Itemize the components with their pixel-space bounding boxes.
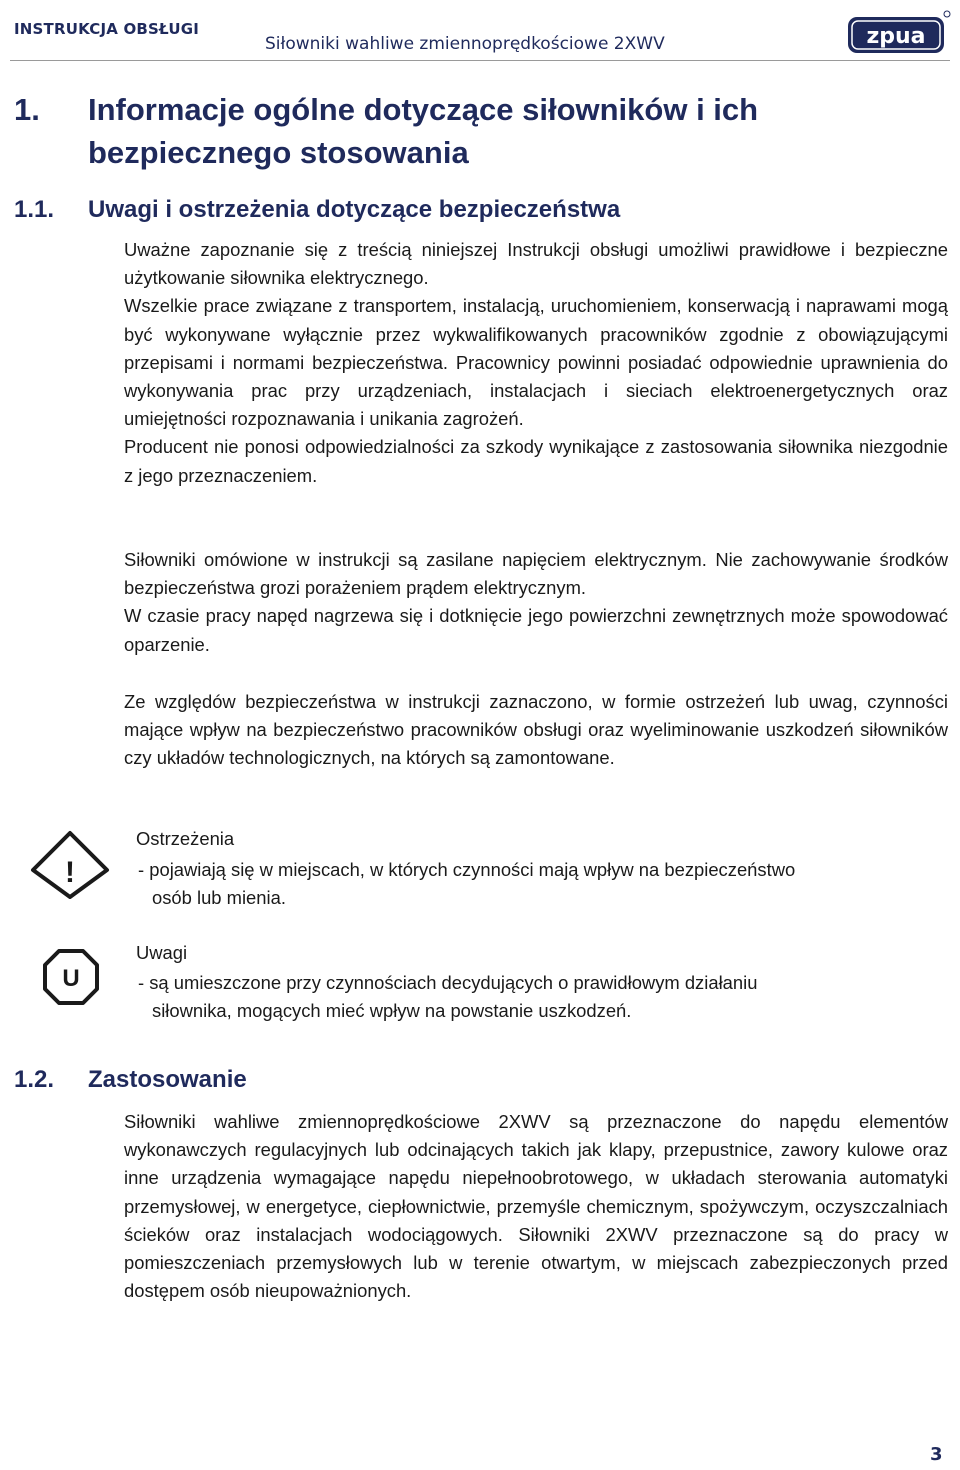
paragraph: W czasie pracy napęd nagrzewa się i dotknięcie jego powierzchni zewnętrznych może spowodować oparzenie.: [124, 605, 948, 655]
paragraph: Producent nie ponosi odpowiedzialności za szkody wynikające z zastosowania siłownika niezgodnie z jego przeznaczeniem.: [124, 436, 948, 486]
warning-description: [138, 856, 918, 912]
note-line: - są umieszczone przy czynnościach decydujących o prawidłowym działaniu: [138, 972, 758, 993]
note-title: Uwagi: [136, 942, 188, 963]
paragraph: Wszelkie prace związane z transportem, instalacją, uruchomieniem, konserwacją i naprawami mogą być wykonywane wyłącznie przez wykwalifikowanych pracowników zgodnie z obowiązującymi przepisami i normami bezpieczeństwa. Pracownicy powinni posiadać odpowiednie uprawnienia do wykonywania prac przy urządzeniach, instalacjach i sieciach elektroenergetycznych oraz umiejętności rozpoznawania i unikania zagrożeń.: [124, 295, 948, 430]
page-number: 3: [930, 1444, 943, 1465]
paragraph: Siłowniki wahliwe zmiennoprędkościowe 2XWV są przeznaczone do napędu elementów wykonawczych regulacyjnych lub odcinających takich jak klapy, przepustnice, zawory kulowe oraz inne urządzenia wymagające napędu niepełnoobrotowego, w układach sterowania automatyki przemysłowej, w energetyce, ciepłownictwie, przemyśle chemicznym, spożywczym, oczyszczalniach ścieków oraz instalacjach wodociągowych. Siłowniki 2XWV przeznaczone są do pracy w pomieszczeniach przemysłowych lub w terenie otwartym, w miejscach zabezpieczonych przed dostępem osób nieupoważnionych.: [124, 1111, 948, 1302]
header-rule: [10, 60, 950, 61]
warning-title: Ostrzeżenia: [136, 828, 235, 849]
document-title: Siłowniki wahliwe zmiennoprędkościowe 2XWV: [265, 34, 665, 54]
safety-intro-text: [124, 236, 948, 490]
application-text: [124, 1108, 948, 1305]
paragraph: Ze względów bezpieczeństwa w instrukcji zaznaczono, w formie ostrzeżeń lub uwag, czynności mające wpływ na bezpieczeństwo pracowników obsługi oraz wyeliminowanie uszkodzeń siłowników czy układów technologicznych, na których są zamontowane.: [124, 691, 948, 769]
warning-icon: [30, 830, 110, 900]
document-type-label: INSTRUKCJA OBSŁUGI: [14, 20, 200, 38]
section-number: 1.: [14, 92, 40, 127]
section-number: 1.2.: [14, 1066, 55, 1093]
section-1-2-heading: [14, 1066, 247, 1094]
section-title-line2: bezpiecznego stosowania: [88, 135, 469, 170]
svg-text:zpua: zpua: [866, 24, 926, 49]
warning-line: osób lub mienia.: [152, 887, 286, 909]
section-number: 1.1.: [14, 196, 55, 223]
section-title: Zastosowanie: [88, 1066, 247, 1093]
note-line: siłownika, mogących mieć wpływ na powstanie uszkodzeń.: [152, 1000, 632, 1022]
paragraph: Uważne zapoznanie się z treścią niniejszej Instrukcji obsługi umożliwi prawidłowe i bezpieczne użytkowanie siłownika elektrycznego.: [124, 239, 948, 289]
zpua-logo: [846, 8, 954, 58]
marking-info-text: [124, 688, 948, 773]
electric-hazard-text: [124, 546, 948, 659]
section-1-1-heading: [14, 196, 620, 224]
caution-symbol: U: [62, 965, 80, 992]
warning-line: - pojawiają się w miejscach, w których czynności mają wpływ na bezpieczeństwo: [138, 859, 796, 880]
paragraph: Siłowniki omówione w instrukcji są zasilane napięciem elektrycznym. Nie zachowywanie środków bezpieczeństwa grozi porażeniem prądem elektrycznym.: [124, 549, 948, 599]
section-1-heading: [14, 88, 914, 174]
section-title: Uwagi i ostrzeżenia dotyczące bezpieczeństwa: [88, 196, 621, 223]
page-header: [0, 0, 960, 62]
caution-icon: [42, 948, 100, 1006]
warning-symbol: !: [65, 856, 75, 889]
note-description: [138, 969, 918, 1025]
section-title-line1: Informacje ogólne dotyczące siłowników i ich: [88, 92, 759, 127]
